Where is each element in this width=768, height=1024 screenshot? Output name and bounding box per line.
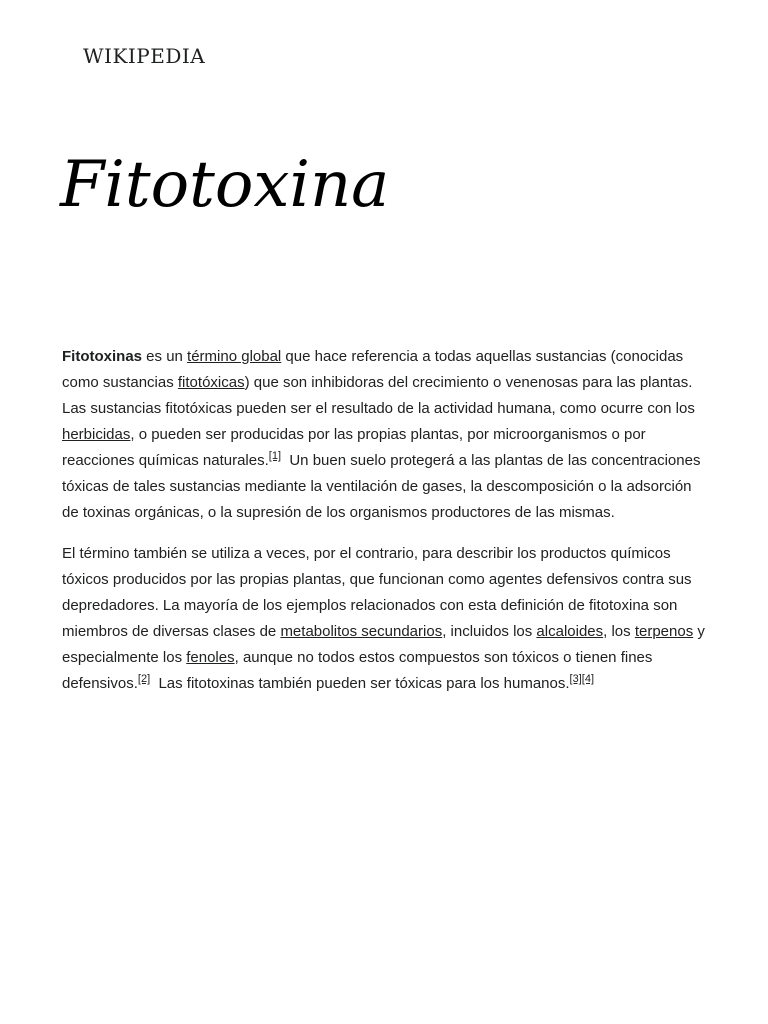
text-run: ) que son inhibidoras del crecimiento o venenosas para las plantas. Las sustancias fitotóxicas pueden ser el resultado de la actividad humana, como ocurre con los (62, 374, 695, 417)
text-run: y especialmente los (62, 623, 705, 666)
text-run: Un buen suelo protegerá a las plantas de las concentraciones tóxicas de tales sustancias mediante la ventilación de gases, la descomposición o la adsorción de toxinas orgánicas, o la supresión de los organismos productores de las mismas. (62, 452, 705, 521)
article-body (62, 344, 710, 712)
paragraph-1 (62, 344, 710, 526)
reference-1 (269, 450, 281, 462)
text-run: es un (142, 348, 188, 365)
link-termino-global[interactable]: término global (187, 348, 282, 365)
text-run: , aunque no todos estos compuestos son tóxicos o tienen fines defensivos. (62, 649, 653, 692)
wikipedia-wordmark[interactable]: WIKIPEDIA (83, 44, 206, 68)
link-herbicidas[interactable]: herbicidas (62, 426, 131, 443)
text-run: que hace referencia a todas aquellas sustancias (conocidas como sustancias (62, 348, 684, 391)
link-metabolitos-secundarios[interactable]: metabolitos secundarios (280, 623, 443, 640)
text-run: El término también se utiliza a veces, por el contrario, para describir los productos químicos tóxicos producidos por las propias plantas, que funcionan como agentes defensivos contra sus depredadores. La mayoría de los ejemplos relacionados con esta definición de fitotoxina son miembros de diversas clases de (62, 545, 692, 640)
link-fitotoxicas[interactable]: fitotóxicas (177, 374, 245, 391)
paragraph-2 (62, 541, 710, 697)
reference-4 (582, 673, 594, 685)
reference-link-3[interactable]: [3] (569, 673, 582, 685)
link-terpenos[interactable]: terpenos (634, 623, 694, 640)
page-title: Fitotoxina (60, 148, 390, 222)
text-run: , incluidos los (442, 623, 537, 640)
link-alcaloides[interactable]: alcaloides (536, 623, 604, 640)
text-run: Las fitotoxinas también pueden ser tóxicas para los humanos. (150, 675, 570, 692)
reference-link-2[interactable]: [2] (137, 673, 151, 685)
link-fenoles[interactable]: fenoles (186, 649, 235, 666)
reference-2 (138, 673, 150, 685)
text-run: , los (603, 623, 635, 640)
reference-link-1[interactable]: [1] (268, 450, 282, 462)
bold-term: Fitotoxinas (62, 348, 143, 365)
text-run: , o pueden ser producidas por las propias plantas, por microorganismos o por reacciones químicas naturales. (62, 426, 646, 469)
reference-link-4[interactable]: [4] (581, 673, 595, 685)
reference-3 (570, 673, 582, 685)
